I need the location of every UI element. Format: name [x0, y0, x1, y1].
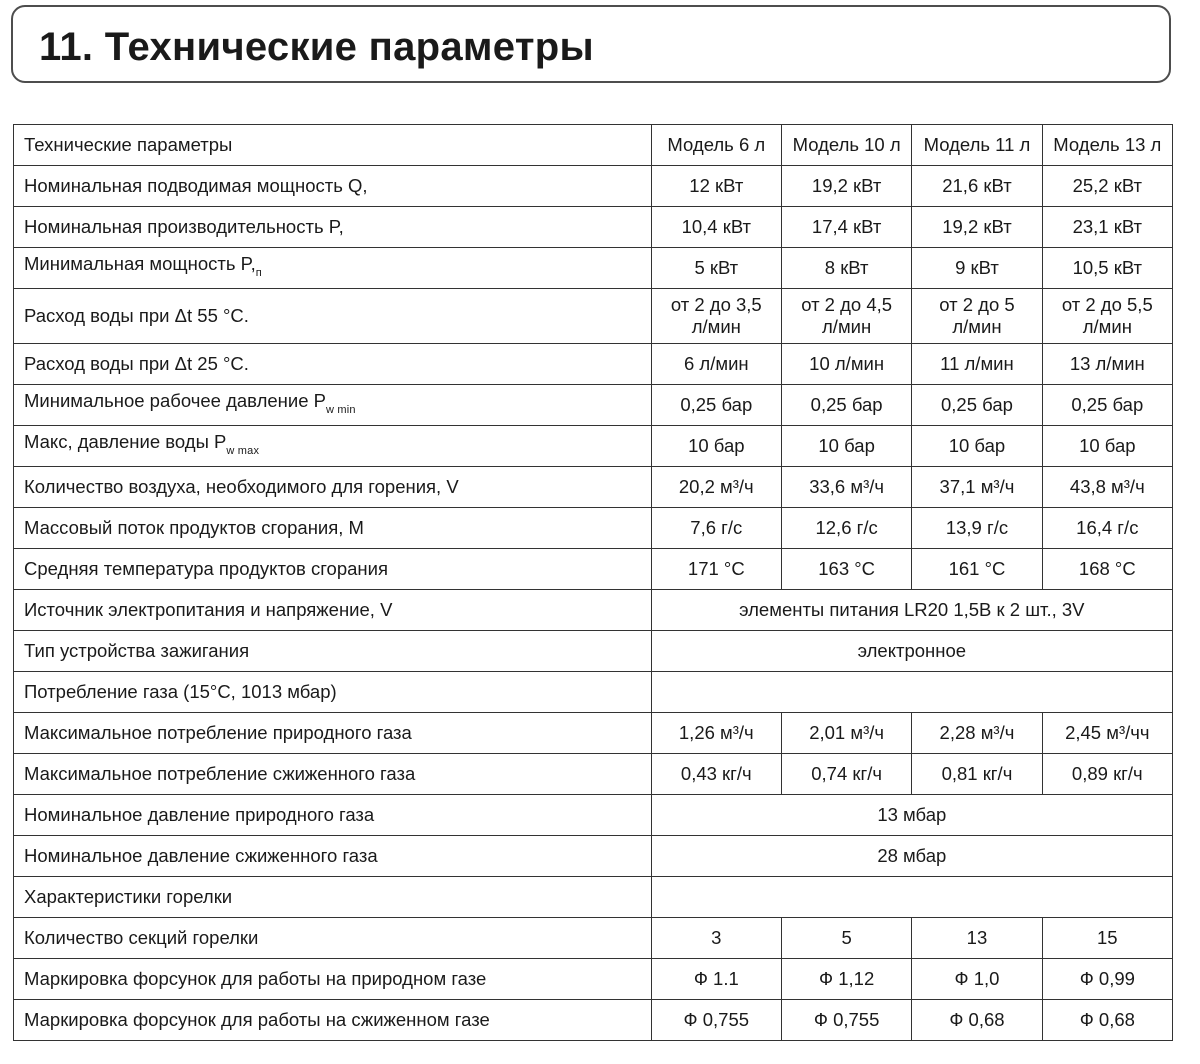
row-label: Максимальное потребление природного газа: [14, 713, 652, 754]
cell-value: 10 бар: [781, 426, 911, 467]
cell-value: Ф 1.1: [651, 959, 781, 1000]
cell-value: 0,25 бар: [912, 385, 1042, 426]
row-label: Расход воды при Δt 25 °C.: [14, 344, 652, 385]
cell-value: 10 бар: [912, 426, 1042, 467]
cell-value: 10 л/мин: [781, 344, 911, 385]
row-label-cell: [14, 426, 652, 467]
cell-value: 19,2 кВт: [912, 207, 1042, 248]
cell-value: 9 кВт: [912, 248, 1042, 289]
cell-value: Ф 0,68: [912, 1000, 1042, 1041]
row-label: Маркировка форсунок для работы на сжиженном газе: [14, 1000, 652, 1041]
cell-value: 0,43 кг/ч: [651, 754, 781, 795]
cell-value-merged: 13 мбар: [651, 795, 1172, 836]
cell-value: Ф 0,99: [1042, 959, 1172, 1000]
cell-line: от 2 до 4,5: [801, 294, 893, 315]
table-section-row: [14, 672, 1173, 713]
header-model-6: Модель 6 л: [651, 125, 781, 166]
table-row: [14, 1000, 1173, 1041]
cell-value: 21,6 кВт: [912, 166, 1042, 207]
cell-value: 10,4 кВт: [651, 207, 781, 248]
cell-value: 5 кВт: [651, 248, 781, 289]
cell-value: 33,6 м³/ч: [781, 467, 911, 508]
cell-value: 8 кВт: [781, 248, 911, 289]
table-row: [14, 166, 1173, 207]
cell-value: 11 л/мин: [912, 344, 1042, 385]
cell-value: 16,4 г/с: [1042, 508, 1172, 549]
cell-value: [651, 289, 781, 344]
cell-value: 3: [651, 918, 781, 959]
cell-value: 168 °C: [1042, 549, 1172, 590]
cell-value: 163 °C: [781, 549, 911, 590]
cell-value: [1042, 289, 1172, 344]
row-label: Количество секций горелки: [14, 918, 652, 959]
cell-value: 12,6 г/с: [781, 508, 911, 549]
table-row: [14, 959, 1173, 1000]
table-row: [14, 549, 1173, 590]
table-row: [14, 590, 1173, 631]
row-label: Номинальная производительность P,: [14, 207, 652, 248]
header-model-11: Модель 11 л: [912, 125, 1042, 166]
cell-value: Ф 0,755: [781, 1000, 911, 1041]
row-label: Источник электропитания и напряжение, V: [14, 590, 652, 631]
cell-value: 171 °C: [651, 549, 781, 590]
row-label-cell: [14, 385, 652, 426]
cell-value: 10 бар: [651, 426, 781, 467]
cell-value: 0,74 кг/ч: [781, 754, 911, 795]
cell-value: Ф 1,0: [912, 959, 1042, 1000]
cell-value: 161 °C: [912, 549, 1042, 590]
cell-value: 15: [1042, 918, 1172, 959]
row-label-subscript: п: [255, 266, 262, 279]
header-model-10: Модель 10 л: [781, 125, 911, 166]
section-title: 11. Технические параметры: [39, 25, 594, 69]
table-section-row: [14, 877, 1173, 918]
cell-line: л/мин: [1082, 316, 1132, 337]
table-row: [14, 289, 1173, 344]
cell-value: Ф 1,12: [781, 959, 911, 1000]
cell-value: 13 л/мин: [1042, 344, 1172, 385]
empty-cell: [651, 672, 1172, 713]
header-param: Технические параметры: [14, 125, 652, 166]
section-label: Потребление газа (15°C, 1013 мбар): [14, 672, 652, 713]
tech-params-table: [13, 124, 1173, 1041]
row-label: Максимальное потребление сжиженного газа: [14, 754, 652, 795]
table-row: [14, 918, 1173, 959]
table-row: [14, 344, 1173, 385]
row-label: Номинальное давление природного газа: [14, 795, 652, 836]
cell-value: Ф 0,755: [651, 1000, 781, 1041]
cell-value: 2,28 м³/ч: [912, 713, 1042, 754]
cell-line: л/мин: [691, 316, 741, 337]
cell-value: 7,6 г/с: [651, 508, 781, 549]
row-label-subscript: w min: [325, 403, 356, 416]
cell-value: 12 кВт: [651, 166, 781, 207]
row-label: Номинальное давление сжиженного газа: [14, 836, 652, 877]
cell-value: 0,89 кг/ч: [1042, 754, 1172, 795]
table-row: [14, 631, 1173, 672]
table-row: [14, 426, 1173, 467]
section-label: Характеристики горелки: [14, 877, 652, 918]
row-label: Маркировка форсунок для работы на природном газе: [14, 959, 652, 1000]
cell-value: 10 бар: [1042, 426, 1172, 467]
row-label: Минимальная мощность P,: [24, 252, 256, 274]
row-label: Расход воды при Δt 55 °C.: [14, 289, 652, 344]
table-row: [14, 248, 1173, 289]
empty-cell: [651, 877, 1172, 918]
cell-value: 0,25 бар: [651, 385, 781, 426]
cell-value: 13,9 г/с: [912, 508, 1042, 549]
cell-value: 17,4 кВт: [781, 207, 911, 248]
cell-line: от 2 до 3,5: [670, 294, 762, 315]
table-row: [14, 508, 1173, 549]
cell-value: 13: [912, 918, 1042, 959]
table-row: [14, 836, 1173, 877]
table-header-row: [14, 125, 1173, 166]
table-row: [14, 713, 1173, 754]
cell-value-merged: электронное: [651, 631, 1172, 672]
cell-value: 2,01 м³/ч: [781, 713, 911, 754]
cell-value: Ф 0,68: [1042, 1000, 1172, 1041]
row-label-cell: [14, 248, 652, 289]
table-row: [14, 385, 1173, 426]
table-row: [14, 795, 1173, 836]
row-label: Номинальная подводимая мощность Q,: [14, 166, 652, 207]
cell-line: от 2 до 5: [939, 294, 1015, 315]
cell-value: 5: [781, 918, 911, 959]
cell-value-merged: 28 мбар: [651, 836, 1172, 877]
cell-value-merged: элементы питания LR20 1,5В к 2 шт., 3V: [651, 590, 1172, 631]
cell-line: от 2 до 5,5: [1061, 294, 1153, 315]
row-label: Количество воздуха, необходимого для горения, V: [14, 467, 652, 508]
cell-value: 25,2 кВт: [1042, 166, 1172, 207]
cell-value: 2,45 м³/чч: [1042, 713, 1172, 754]
cell-value: 19,2 кВт: [781, 166, 911, 207]
table-row: [14, 467, 1173, 508]
cell-value: [781, 289, 911, 344]
cell-line: л/мин: [822, 316, 872, 337]
cell-value: 6 л/мин: [651, 344, 781, 385]
row-label: Минимальное рабочее давление P: [24, 389, 326, 411]
section-title-box: [11, 5, 1171, 83]
cell-value: 10,5 кВт: [1042, 248, 1172, 289]
cell-value: [912, 289, 1042, 344]
row-label: Тип устройства зажигания: [14, 631, 652, 672]
cell-value: 1,26 м³/ч: [651, 713, 781, 754]
cell-line: л/мин: [952, 316, 1002, 337]
cell-value: 0,25 бар: [1042, 385, 1172, 426]
row-label: Макс, давление воды P: [24, 430, 227, 452]
row-label: Массовый поток продуктов сгорания, M: [14, 508, 652, 549]
row-label-subscript: w max: [226, 444, 260, 457]
cell-value: 0,81 кг/ч: [912, 754, 1042, 795]
table-row: [14, 754, 1173, 795]
table-row: [14, 207, 1173, 248]
row-label: Средняя температура продуктов сгорания: [14, 549, 652, 590]
cell-value: 20,2 м³/ч: [651, 467, 781, 508]
header-model-13: Модель 13 л: [1042, 125, 1172, 166]
cell-value: 0,25 бар: [781, 385, 911, 426]
cell-value: 23,1 кВт: [1042, 207, 1172, 248]
cell-value: 37,1 м³/ч: [912, 467, 1042, 508]
cell-value: 43,8 м³/ч: [1042, 467, 1172, 508]
